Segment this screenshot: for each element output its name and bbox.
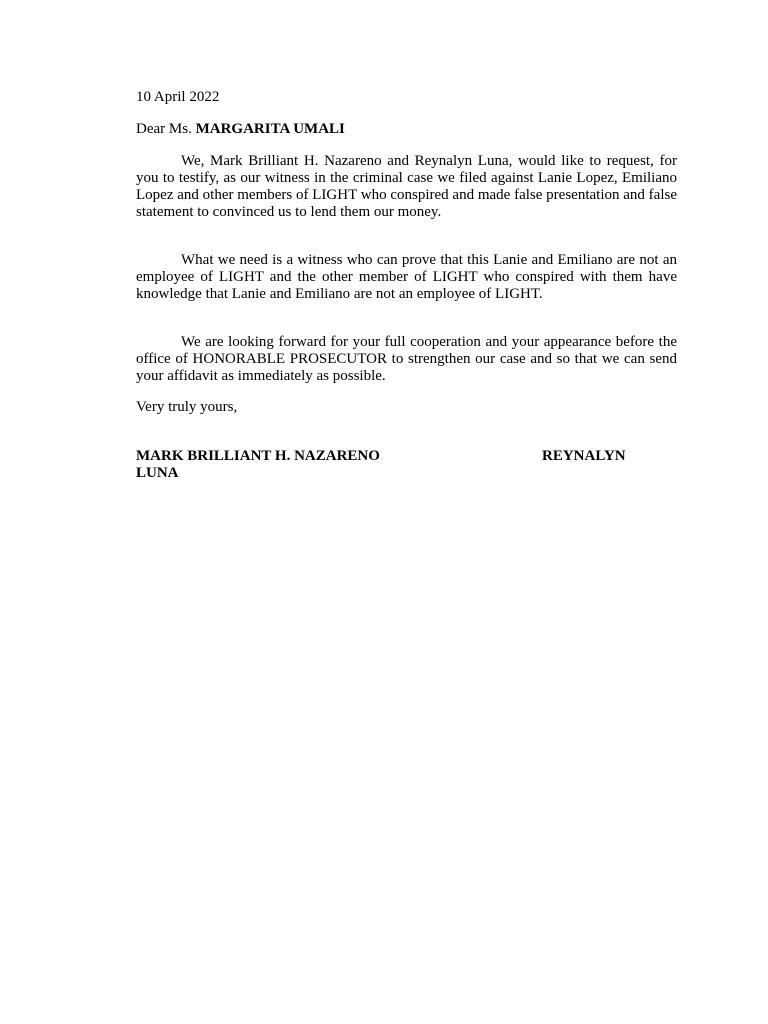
signatory-2-line-2: LUNA	[136, 465, 179, 481]
signatory-1: MARK BRILLIANT H. NAZARENO	[136, 448, 380, 464]
salutation	[136, 121, 636, 138]
body-paragraph-1: We, Mark Brilliant H. Nazareno and Reynalyn Luna, would like to request, for you to testify, as our witness in the criminal case we filed against Lanie Lopez, Emiliano Lopez and other members of LIGHT who conspired and made false presentation and false statement to convinced us to lend them our money.	[136, 153, 677, 220]
recipient-name: MARGARITA UMALI	[195, 121, 345, 137]
signatory-2-line-1: REYNALYN	[542, 448, 626, 464]
closing: Very truly yours,	[136, 399, 238, 415]
salutation-prefix: Dear Ms.	[136, 121, 196, 137]
body-paragraph-2: What we need is a witness who can prove that this Lanie and Emiliano are not an employee of LIGHT and the other member of LIGHT who conspired with them have knowledge that Lanie and Emiliano are not an employee of LIGHT.	[136, 252, 677, 302]
body-paragraph-3: We are looking forward for your full cooperation and your appearance before the office of HONORABLE PROSECUTOR to strengthen our case and so that we can send your affidavit as immediately as possible.	[136, 334, 677, 384]
letter-date: 10 April 2022	[136, 89, 220, 105]
